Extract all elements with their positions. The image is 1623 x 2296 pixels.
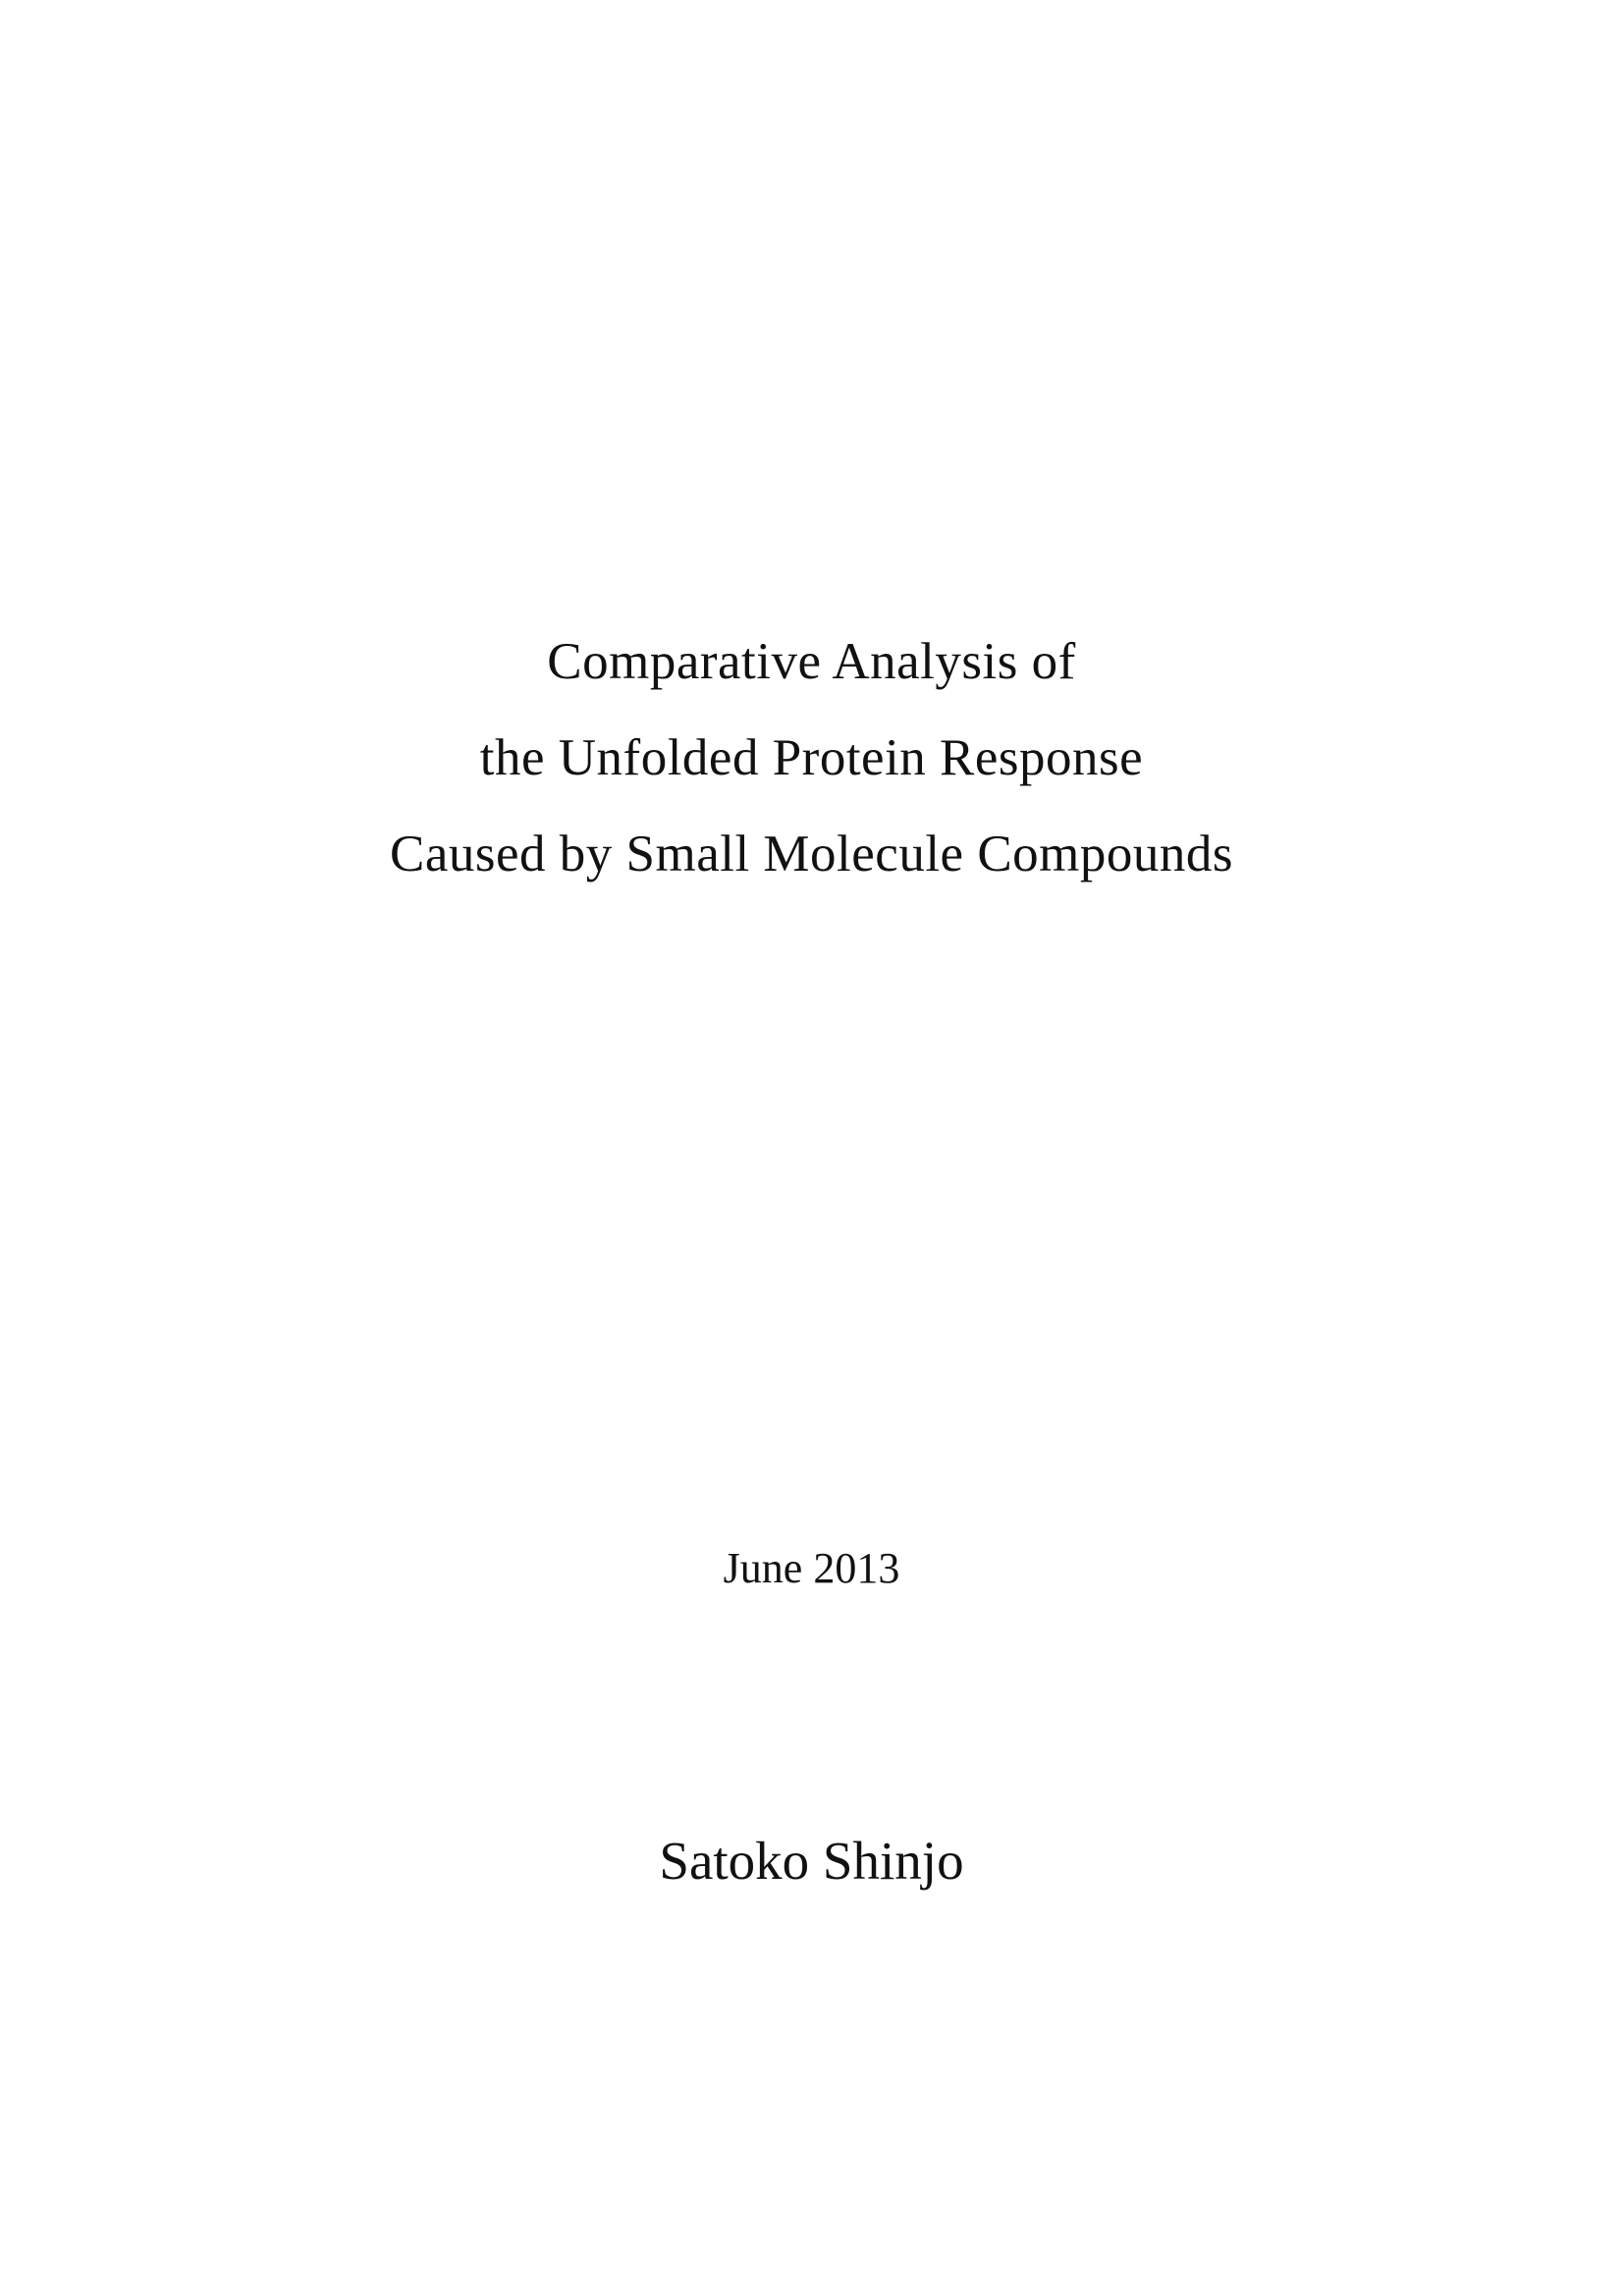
title-line-2: the Unfolded Protein Response — [479, 729, 1144, 786]
title-line-3: Caused by Small Molecule Compounds — [389, 826, 1234, 882]
submission-date: June 2013 — [723, 1544, 900, 1592]
title-line-1: Comparative Analysis of — [547, 633, 1076, 690]
thesis-title — [0, 614, 1623, 902]
author-name: Satoko Shinjo — [659, 1831, 964, 1891]
